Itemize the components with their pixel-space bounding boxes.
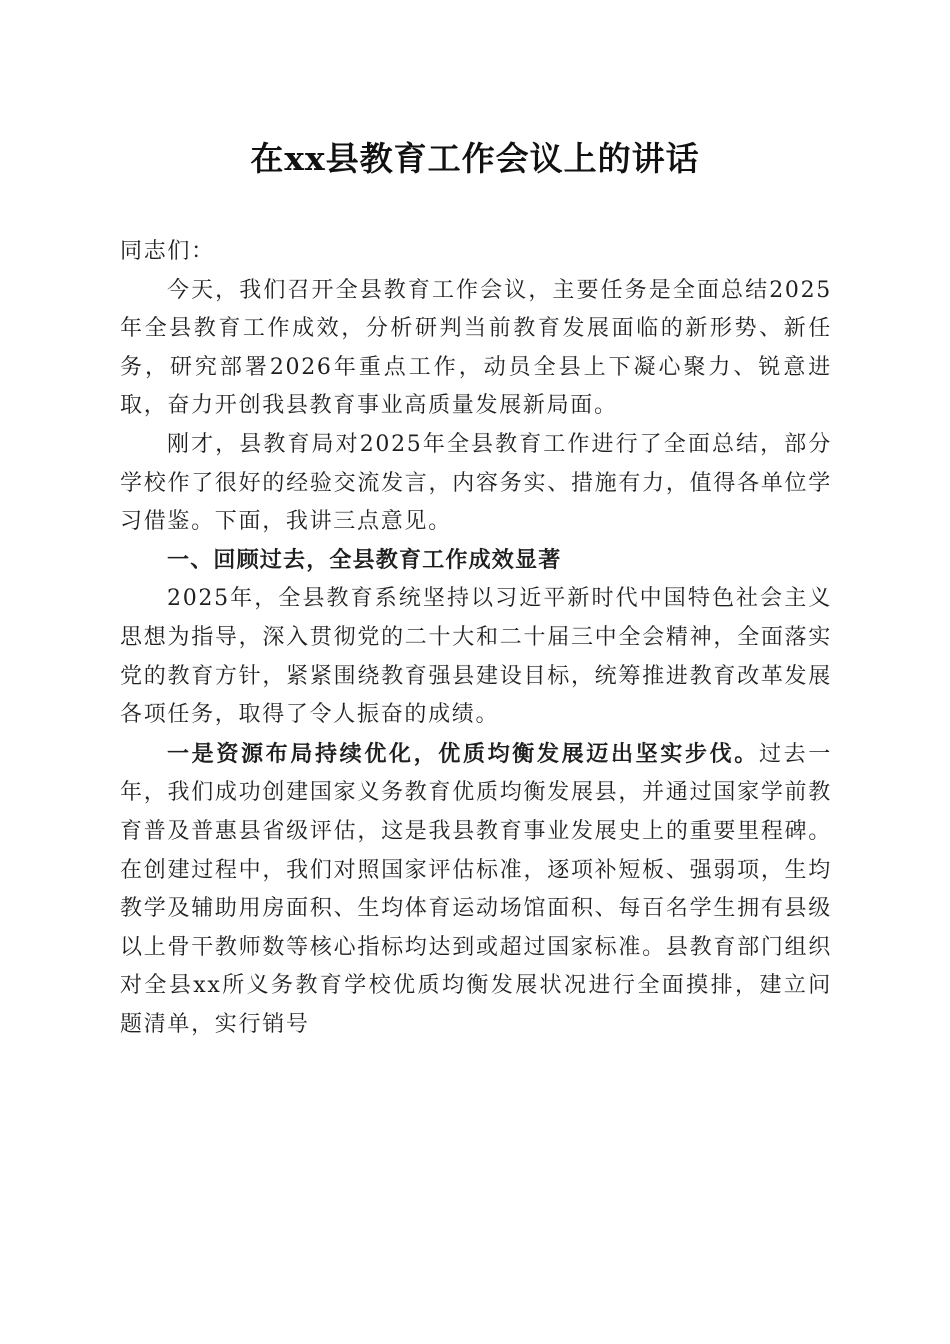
salutation: 同志们： <box>120 239 215 264</box>
section-heading-1: 一、回顾过去，全县教育工作成效显著 <box>167 547 562 573</box>
paragraph-2025-summary: 2025年，全县教育系统坚持以习近平新时代中国特色社会主义思想为指导，深入贯彻党的二十大和二十届三中全会精神，全面落实党的教育方针，紧紧围绕教育强县建设目标，统筹推进教育改革发展各项任务，取得了令人振奋的成绩。 <box>120 586 832 728</box>
paragraph-resource-layout <box>120 735 832 1045</box>
document-body <box>120 233 832 1044</box>
document-title: 在xx县教育工作会议上的讲话 <box>250 139 700 178</box>
paragraph-body-text: 过去一年，我们成功创建国家义务教育优质均衡发展县，并通过国家学前教育普及普惠县省级评估，这是我县教育事业发展史上的重要里程碑。在创建过程中，我们对照国家评估标准，逐项补短板、强弱项，生均教学及辅助用房面积、生均体育运动场馆面积、每百名学生拥有县级以上骨干教师数等核心指标均达到或超过国家标准。县教育部门组织对全县xx所义务教育学校优质均衡发展状况进行全面摸排，建立问题清单，实行销号 <box>120 741 832 1037</box>
paragraph-opening: 今天，我们召开全县教育工作会议，主要任务是全面总结2025年全县教育工作成效，分析研判当前教育发展面临的新形势、新任务，研究部署2026年重点工作，动员全县上下凝心聚力、锐意进取，奋力开创我县教育事业高质量发展新局面。 <box>120 277 832 419</box>
paragraph-review-remarks: 刚才，县教育局对2025年全县教育工作进行了全面总结，部分学校作了很好的经验交流发言，内容务实、措施有力，值得各单位学习借鉴。下面，我讲三点意见。 <box>120 431 832 535</box>
paragraph-lead-sentence: 一是资源布局持续优化，优质均衡发展迈出坚实步伐。 <box>167 740 759 767</box>
